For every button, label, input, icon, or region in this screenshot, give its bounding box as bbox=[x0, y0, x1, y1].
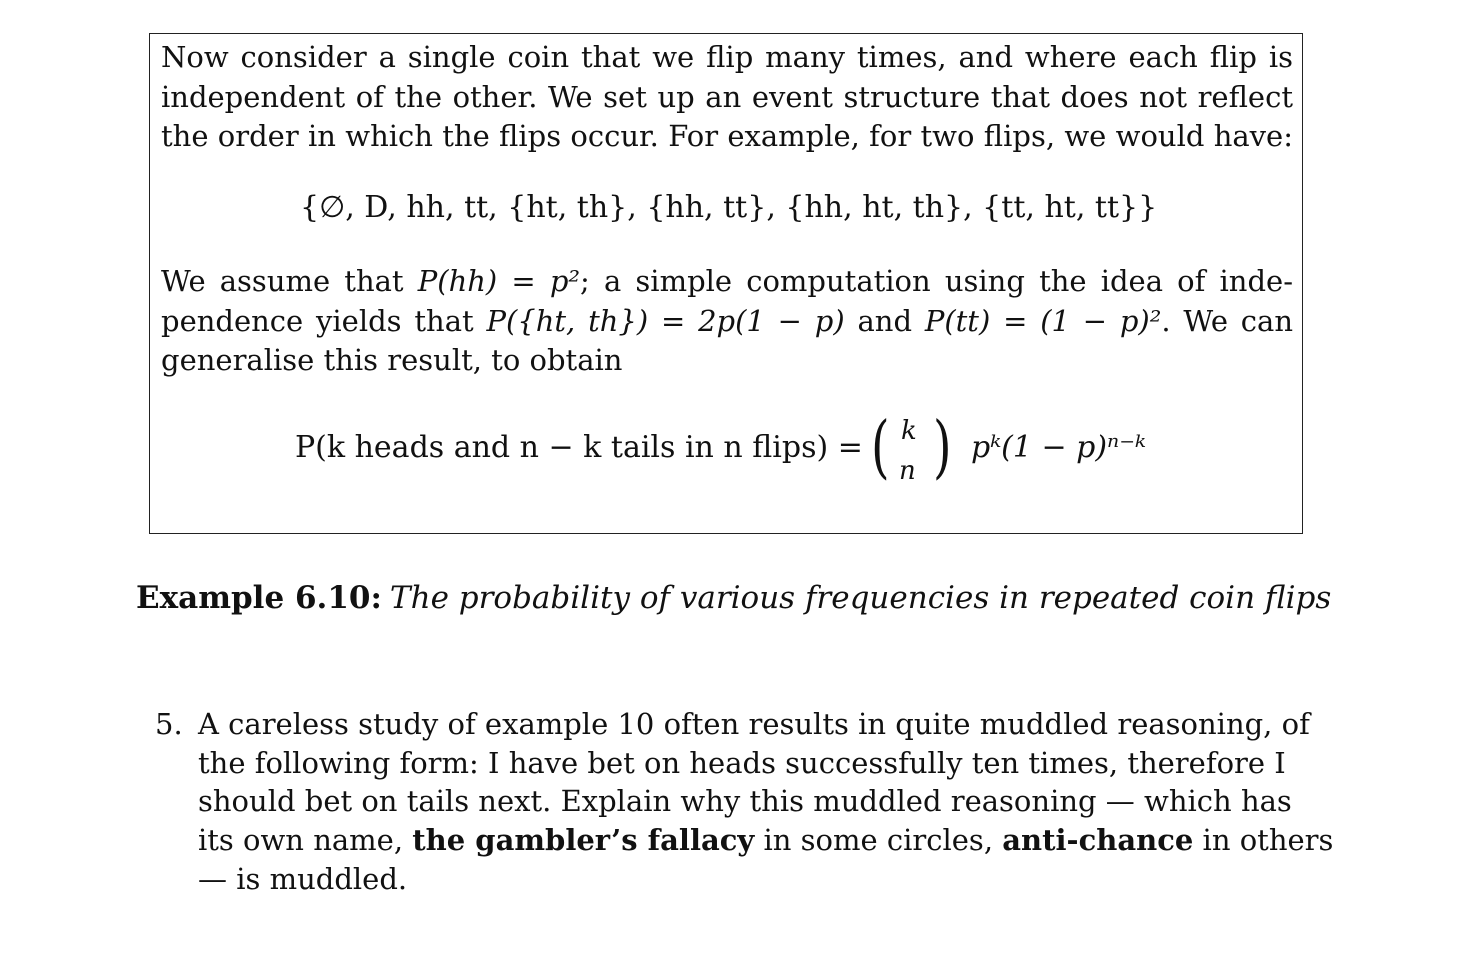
left-paren: ( bbox=[870, 408, 890, 487]
text-line: the order in which the flips occur. For example, for two flips, we would have: bbox=[161, 119, 1293, 153]
exercise-number: 5. bbox=[155, 707, 183, 741]
math-inline: P({ht, th}) = 2p(1 − p) bbox=[486, 303, 845, 338]
text-span: in some circles, bbox=[754, 823, 1003, 858]
intro-paragraph bbox=[161, 38, 1293, 157]
example-heading bbox=[136, 580, 1331, 616]
text-line: Now consider a single coin that we flip many times, and where each flip is bbox=[161, 40, 1293, 74]
text-span: pendence yields that bbox=[161, 303, 487, 338]
binom-top: k bbox=[901, 416, 917, 446]
text-span: ; a simple computation using the idea of inde- bbox=[580, 264, 1293, 298]
math-inline: P(hh) = p² bbox=[417, 264, 581, 298]
text-line: generalise this result, to obtain bbox=[161, 343, 623, 377]
text-line bbox=[198, 821, 1334, 860]
binomial-coefficient bbox=[867, 410, 957, 490]
text-line: should bet on tails next. Explain why this muddled reasoning — which has bbox=[198, 784, 1292, 819]
text-span: We assume that bbox=[161, 264, 418, 298]
binomial-formula bbox=[295, 406, 1165, 496]
text-span: in others bbox=[1193, 823, 1334, 858]
text-line bbox=[161, 262, 1293, 302]
term-anti-chance: anti-chance bbox=[1002, 823, 1194, 858]
text-span: its own name, bbox=[198, 823, 413, 858]
text-span: and bbox=[844, 303, 925, 338]
formula-rhs: pᵏ(1 − p)ⁿ⁻ᵏ bbox=[971, 430, 1146, 465]
definition-box bbox=[149, 33, 1303, 534]
text-line: — is muddled. bbox=[198, 861, 408, 896]
text-line: independent of the other. We set up an event structure that does not reflect bbox=[161, 79, 1293, 114]
assumption-paragraph bbox=[161, 262, 1293, 381]
text-line bbox=[161, 302, 1293, 342]
right-paren: ) bbox=[932, 408, 952, 487]
exercise-body bbox=[198, 705, 1334, 899]
formula-lhs: P(k heads and n − k tails in n flips) = bbox=[295, 430, 863, 465]
text-line: the following form: I have bet on heads successfully ten times, therefore I bbox=[198, 745, 1286, 780]
math-inline: P(tt) = (1 − p)² bbox=[924, 303, 1162, 338]
term-gamblers-fallacy: the gambler’s fallacy bbox=[412, 823, 755, 858]
event-structure-equation: {∅, D, hh, tt, {ht, th}, {hh, tt}, {hh, ht, th}, {tt, ht, tt}} bbox=[300, 190, 1158, 225]
text-line: A careless study of example 10 often results in quite muddled reasoning, of bbox=[198, 707, 1310, 741]
text-span: . We can bbox=[1161, 303, 1294, 338]
binom-bottom: n bbox=[899, 456, 916, 486]
example-label: Example 6.10: bbox=[136, 580, 382, 616]
example-title: The probability of various frequencies in repeated coin flips bbox=[389, 580, 1332, 616]
